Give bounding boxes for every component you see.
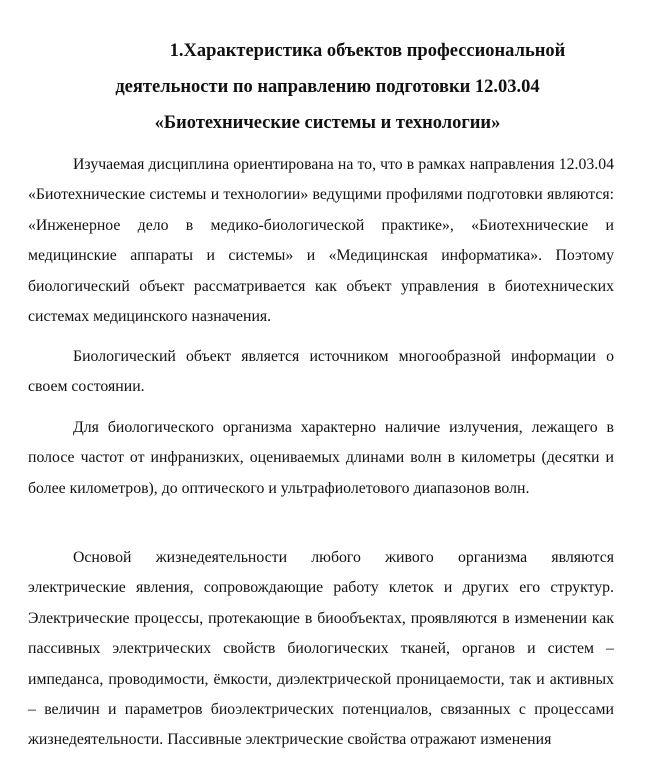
paragraph-biological-object: Биологический объект является источником многообразной информации о своем состоянии. xyxy=(28,348,614,396)
paragraph-radiation: Для биологического организма характерно наличие излучения, лежащего в полосе частот от инфранизких, оцениваемых длинами волн в километры (десятки и более километров), до оптического и ультрафиолетового диапазонов волн. xyxy=(28,419,614,497)
paragraph-electrical-phenomena: Основой жизнедеятельности любого живого организма являются электрические явления, сопровождающие работу клеток и других его структур. Электрические процессы, протекающие в биообъектах, проявляются в изменении как пассивных электрических свойств биологических тканей, органов и систем – импеданса, проводимости, ёмкости, диэлектрической проницаемости, так и активных – величин и параметров биоэлектрических потенциалов, связанных с процессами жизнедеятельности. Пассивные электрические свойства отражают изменения xyxy=(28,549,614,749)
section-heading-line-3: «Биотехнические системы и технологии» xyxy=(154,113,501,133)
section-heading-line-2: деятельности по направлению подготовки 12.03.04 xyxy=(115,77,540,97)
paragraph-discipline-profiles: Изучаемая дисциплина ориентирована на то, что в рамках направления 12.03.04 «Биотехнические системы и технологии» ведущими профилями подготовки являются: «Инженерное дело в медико-биологической практике», «Биотехнические и медицинские аппараты и системы» и «Медицинская информатика». Поэтому биологический объект рассматривается как объект управления в биотехнических системах медицинского назначения. xyxy=(28,156,614,326)
section-heading-line-1: 1.Характеристика объектов профессиональной xyxy=(169,41,566,61)
